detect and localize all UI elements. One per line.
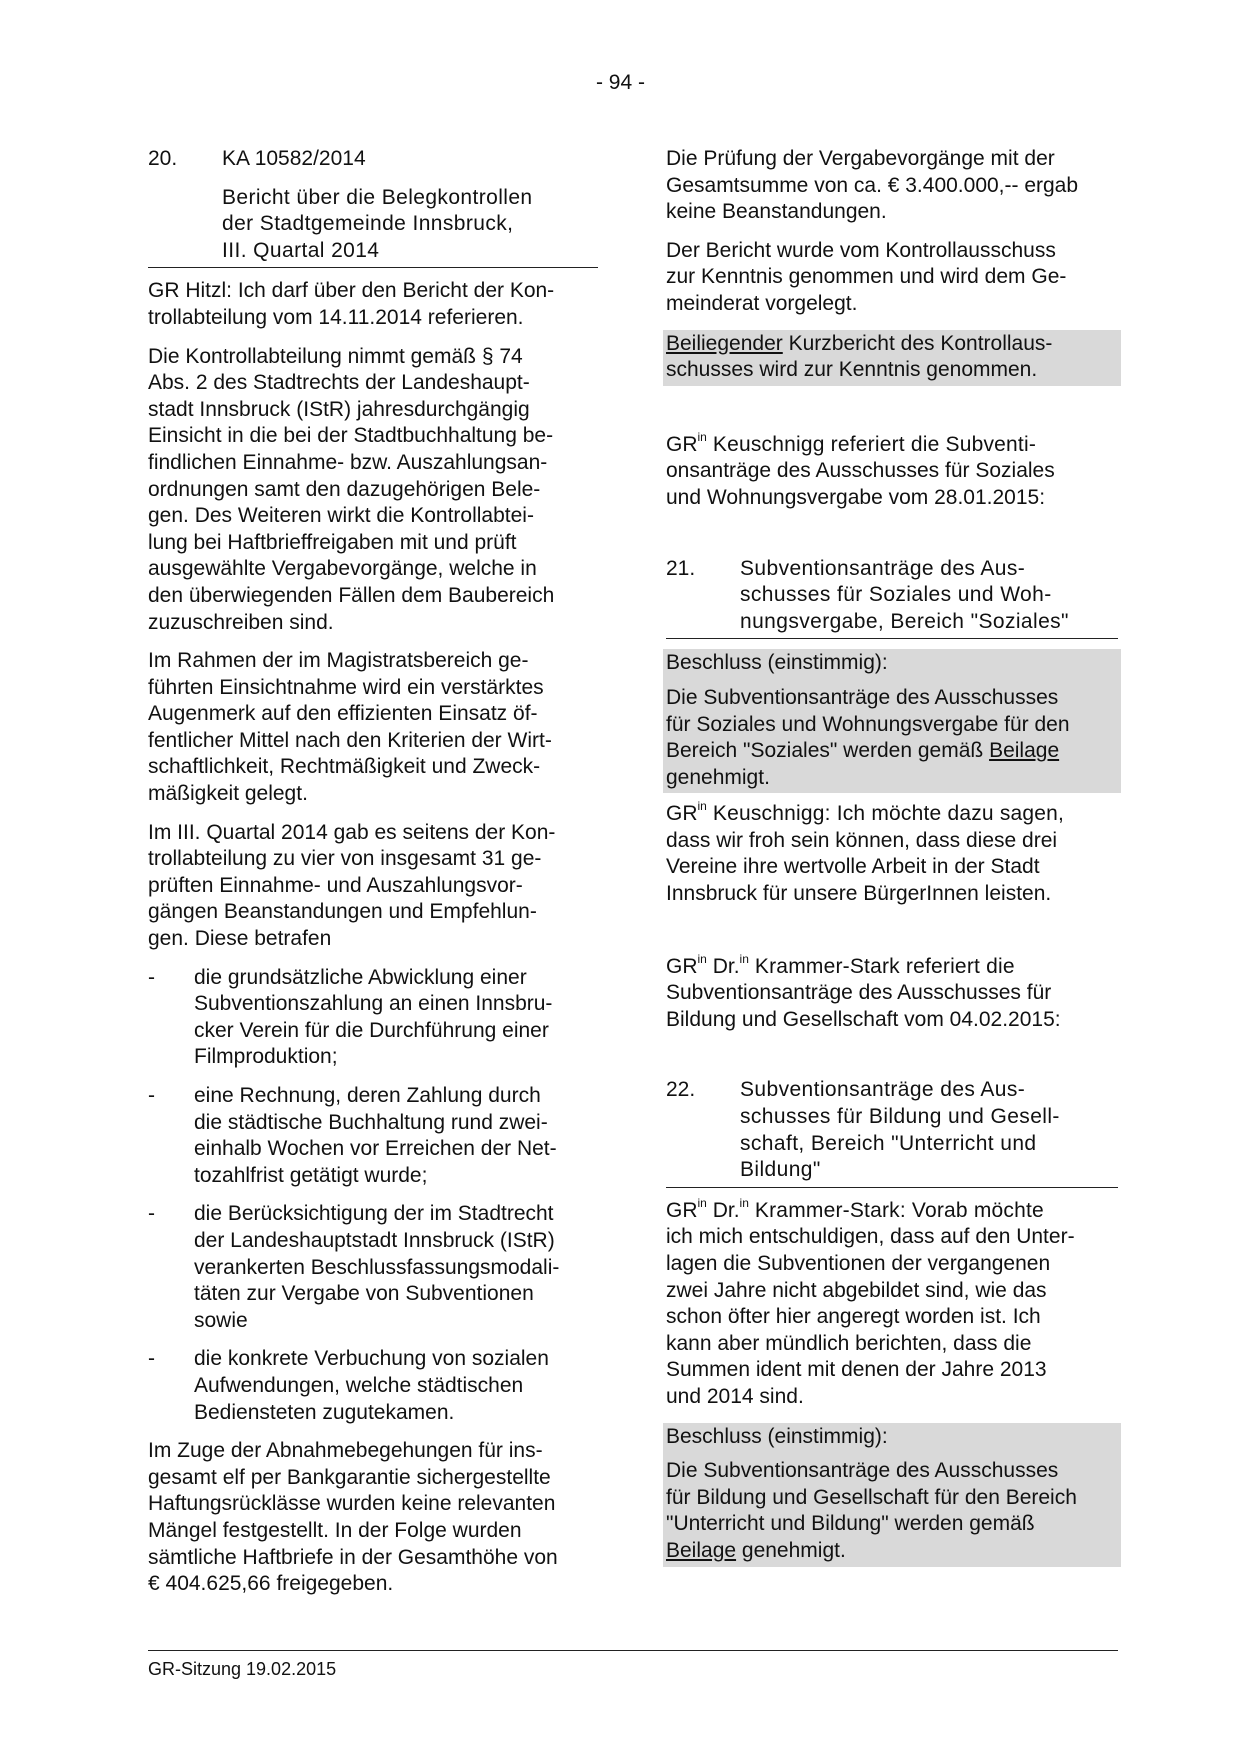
- agenda-item-21-header: [666, 556, 1118, 636]
- list-item: - eine Rechnung, deren Zahlung durch die städtische Buchhaltung rund zwei- einhalb Wochen vor Erreichen der Net- tozahlfrist getätigt wurde;: [148, 1084, 557, 1187]
- item-title: Bericht über die Belegkontrollen der Stadtgemeinde Innsbruck, III. Quartal 2014: [222, 185, 533, 262]
- speaker-intro: $GR^{in}$ Keuschnigg referiert die Subventi- onsanträge des Ausschusses für Soziales und Wohnungsvergabe vom 28.01.2015:: [666, 429, 1055, 509]
- kurzbericht-box: Beiliegender Kurzbericht des Kontrollaus- schusses wird zur Kenntnis genommen.: [663, 330, 1121, 386]
- beschluss-box: Beschluss (einstimmig): Die Subventionsanträge des Ausschusses für Bildung und Gesellschaft für den Bereich "Unterricht und Bildung" werden gemäß Beilage genehmigt.: [663, 1423, 1121, 1567]
- paragraph: Im Rahmen der im Magistratsbereich ge- führten Einsichtnahme wird ein verstärktes Augenmerk auf den effizienten Einsatz öf- fentlicher Mittel nach den Kriterien der Wirt- schaftlichkeit, Rechtmäßigkeit und Zweck- mäßigkeit gelegt.: [148, 649, 552, 806]
- speaker-intro: $GR^{in}$ Dr.$^{in}$ Krammer-Stark referiert die Subventionsanträge des Ausschusses für Bildung und Gesellschaft vom 04.02.2015:: [666, 951, 1061, 1031]
- item-number: 20.: [148, 147, 178, 170]
- paragraph: Im III. Quartal 2014 gab es seitens der Kon- trollabteilung zu vier von insgesamt 31 ge- prüften Einnahme- und Auszahlungsvor- gängen Beanstandungen und Empfehlun- gen. Diese betrafen: [148, 820, 556, 951]
- list-item: - die konkrete Verbuchung von sozialen Aufwendungen, welche städtischen Bediensteten zugutekamen.: [148, 1347, 549, 1424]
- bullet-dash: -: [148, 1347, 155, 1371]
- divider: [666, 1187, 1118, 1188]
- right-column: [666, 146, 1118, 1575]
- divider: [666, 638, 1118, 639]
- bullet-dash: -: [148, 1084, 155, 1107]
- paragraph: Im Zuge der Abnahmebegehungen für ins- gesamt elf per Bankgarantie sichergestellte Haftungsrücklässe wurden keine relevanten Mängel festgestellt. In der Folge wurden sämtliche Haftbriefe in der Gesamthöhe von € 404.625,66 freigegeben.: [148, 1439, 558, 1596]
- paragraph: Die Prüfung der Vergabevorgänge mit der Gesamtsumme von ca. € 3.400.000,-- ergab keine Beanstandungen.: [666, 147, 1079, 224]
- left-column: [148, 146, 598, 1610]
- bullet-dash: -: [148, 1202, 155, 1226]
- divider: [148, 267, 598, 268]
- item-number: 21.: [666, 556, 696, 580]
- beilage-link[interactable]: Beilage: [666, 1538, 737, 1562]
- paragraph: Die Kontrollabteilung nimmt gemäß § 74 Abs. 2 des Stadtrechts der Landeshaupt- stadt Innsbruck (IStR) jahresdurchgängig Einsicht in die bei der Stadtbuchhaltung be- findlichen Einnahme- bzw. Auszahlungsan- ordnungen samt den dazugehörigen Bele- gen. Des Weiteren wirkt die Kontrollabtei- lung bei Haftbrieffreigaben mit und prüft ausgewählte Vergabevorgänge, welche in den überwiegenden Fällen dem Baubereich zuzuschreiben sind.: [148, 344, 555, 634]
- beschluss-box: Beschluss (einstimmig): Die Subventionsanträge des Ausschusses für Soziales und Wohnungsvergabe für den Bereich "Soziales" werden gemäß Beilage genehmigt.: [663, 649, 1121, 793]
- speaker-statement: $GR^{in}$ Keuschnigg: Ich möchte dazu sagen, dass wir froh sein können, dass diese drei Vereine ihre wertvolle Arbeit in der Stadt Innsbruck für unsere BürgerInnen leisten.: [666, 799, 1065, 906]
- list-item: - die Berücksichtigung der im Stadtrecht der Landeshauptstadt Innsbruck (IStR) verankerten Beschlussfassungsmodali- täten zur Vergabe von Subventionen sowie: [148, 1202, 560, 1332]
- item-reference: KA 10582/2014: [222, 147, 366, 170]
- agenda-item-22-header: [666, 1077, 1118, 1183]
- agenda-item-20-header: [148, 146, 598, 264]
- paragraph: GR Hitzl: Ich darf über den Bericht der Kon- trollabteilung vom 14.11.2014 referieren.: [148, 279, 555, 329]
- speaker-statement: $GR^{in}$ Dr.$^{in}$ Krammer-Stark: Vorab möchte ich mich entschuldigen, dass auf den Unter- lagen die Subventionen der vergangenen zwei Jahre nicht abgebildet sind, wie das schon öfter hier angeregt worden ist. Ich kann aber mündlich berichten, dass die Summen ident mit denen der Jahre 2013 und 2014 sind.: [666, 1195, 1075, 1408]
- footer-divider: [148, 1650, 1118, 1651]
- item-title: Subventionsanträge des Aus- schusses für Soziales und Woh- nungsvergabe, Bereich "Soziales": [740, 556, 1069, 633]
- beiliegender-link[interactable]: Beiliegender: [666, 331, 783, 355]
- page-number: - 94 -: [595, 71, 645, 94]
- item-title: Subventionsanträge des Aus- schusses für Bildung und Gesell- schaft, Bereich "Unterricht und Bildung": [740, 1078, 1060, 1182]
- item-number: 22.: [666, 1078, 696, 1102]
- bullet-dash: -: [148, 965, 155, 989]
- paragraph: Der Bericht wurde vom Kontrollausschuss zur Kenntnis genommen und wird dem Ge- meinderat vorgelegt.: [666, 238, 1067, 315]
- beschluss-label: Beschluss (einstimmig):: [666, 651, 888, 675]
- list-item: - die grundsätzliche Abwicklung einer Subventionszahlung an einen Innsbru- cker Verein für die Durchführung einer Filmproduktion;: [148, 965, 553, 1069]
- beschluss-label: Beschluss (einstimmig):: [666, 1424, 888, 1448]
- footer-text: GR-Sitzung 19.02.2015: [148, 1659, 337, 1679]
- beilage-link[interactable]: Beilage: [989, 739, 1060, 763]
